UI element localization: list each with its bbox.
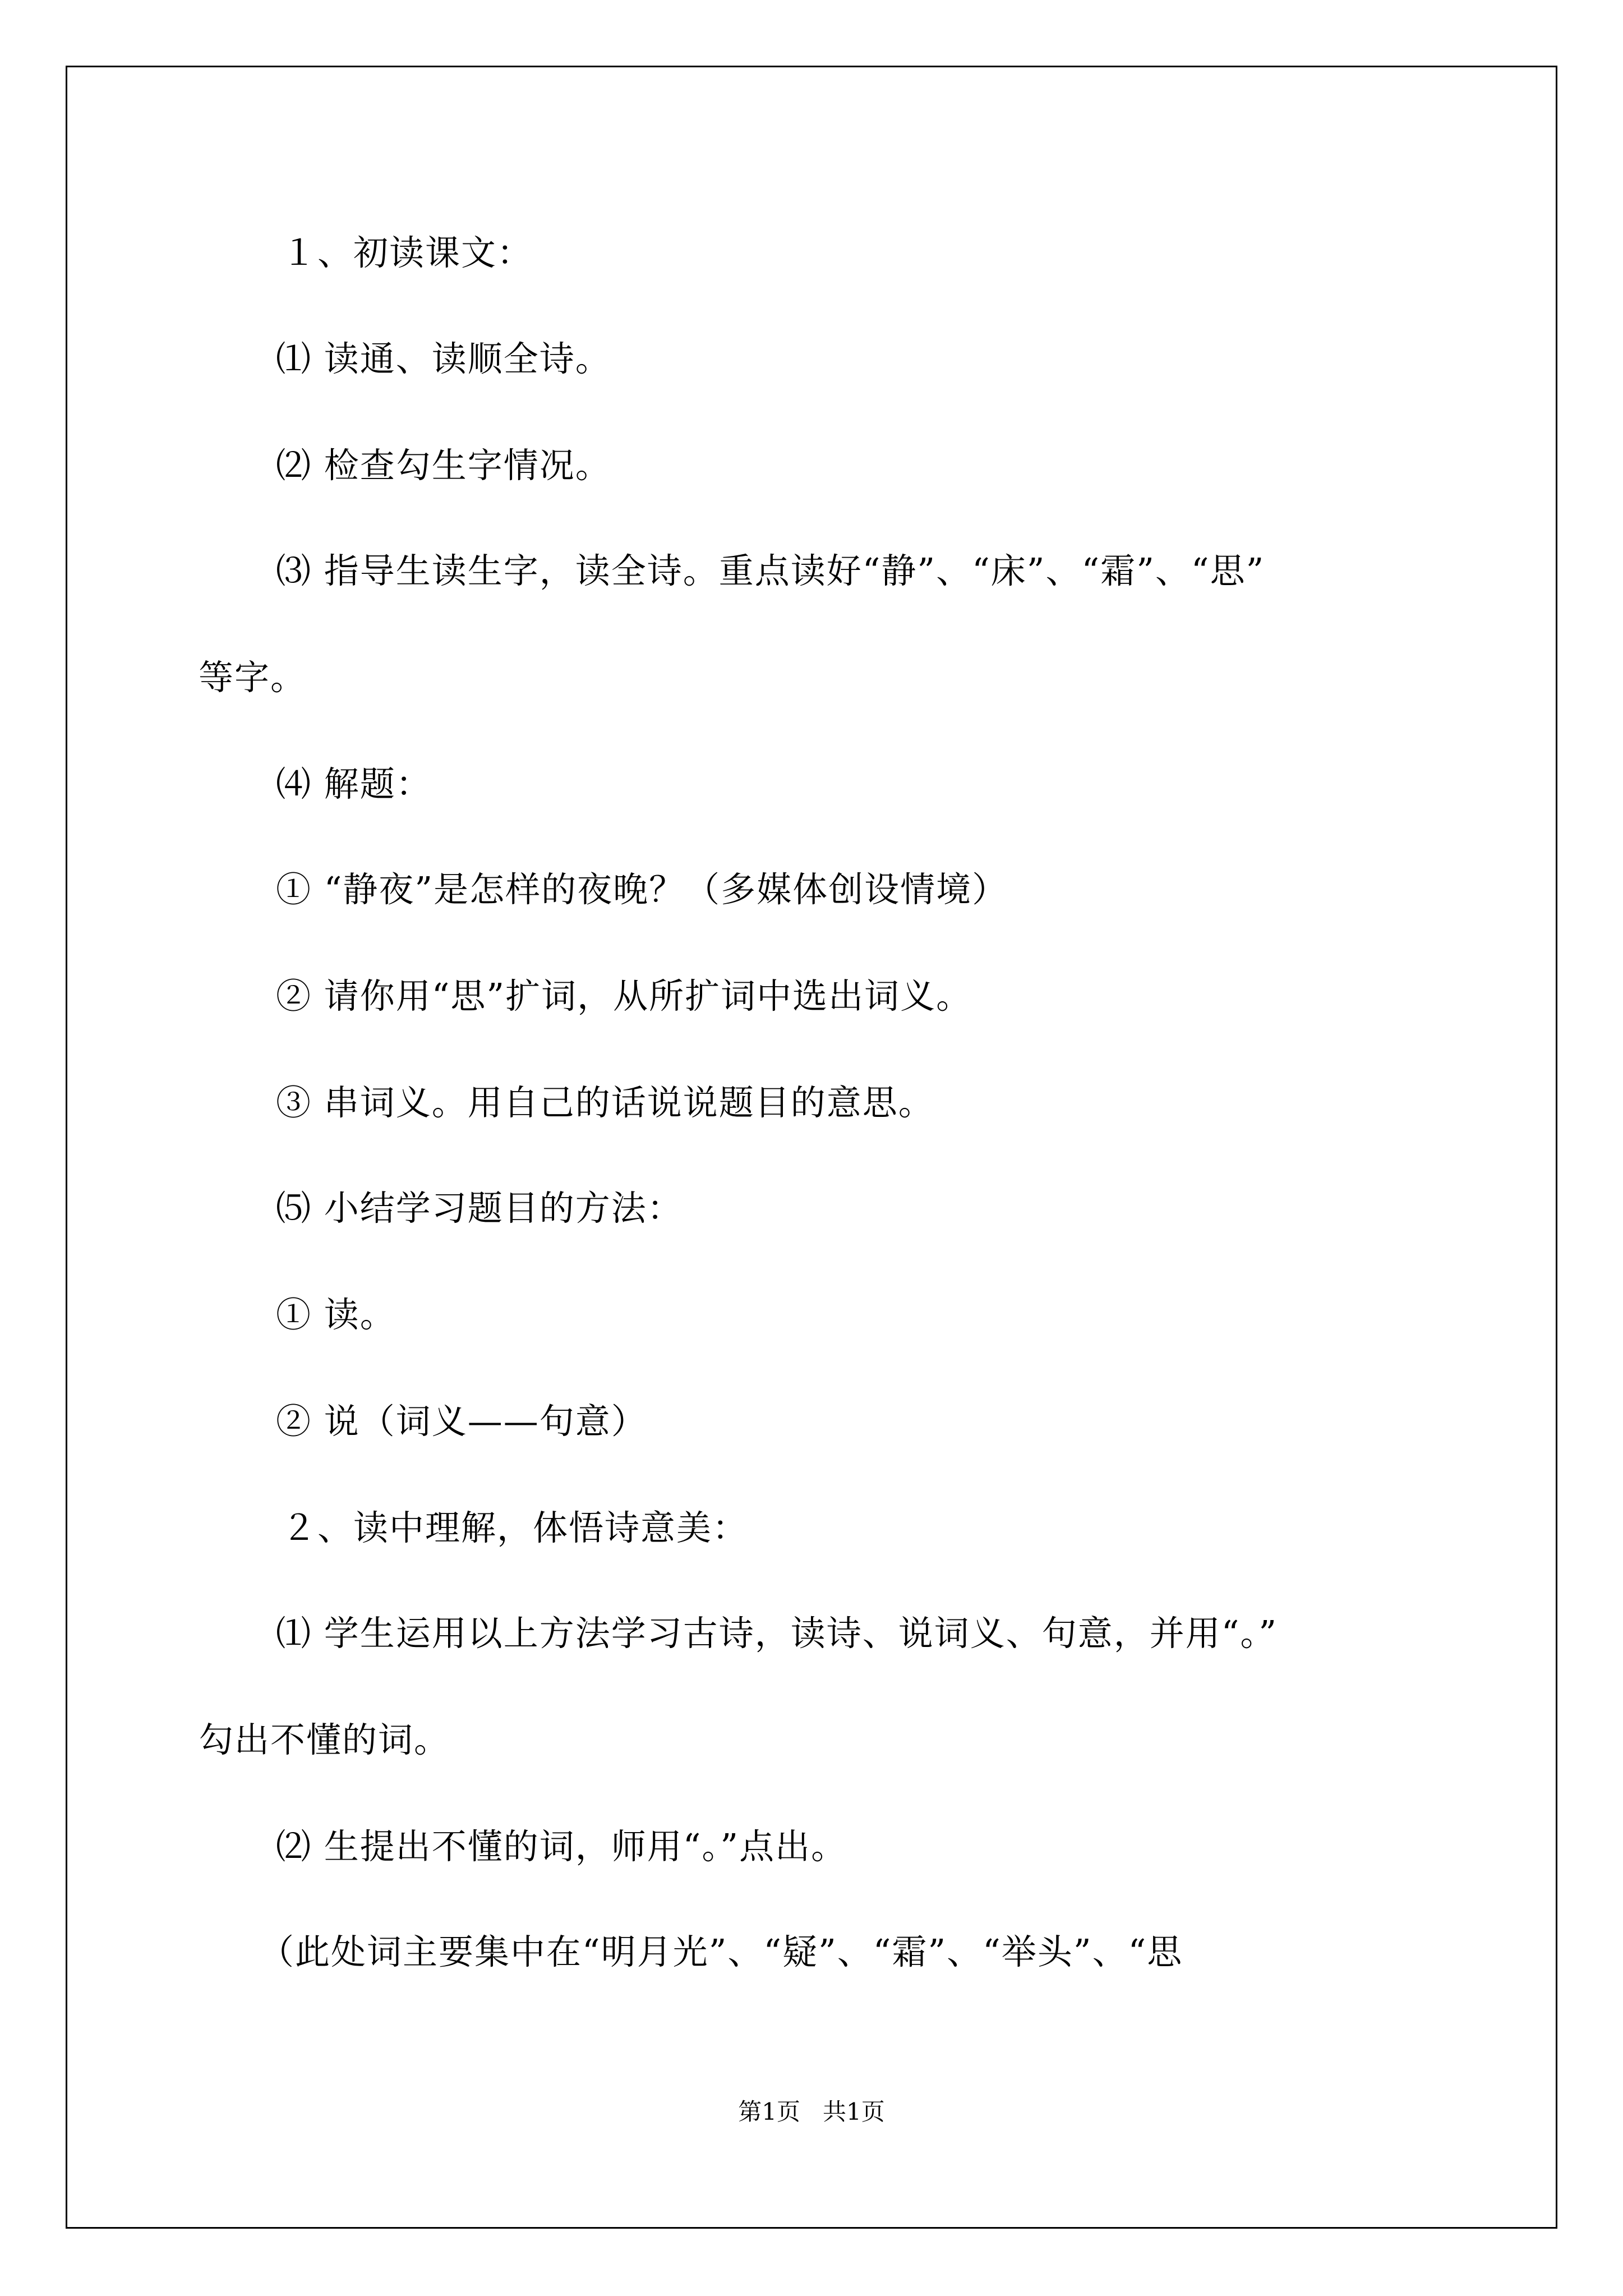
page-footer: 第1页 共1页 [738, 2098, 885, 2125]
text-line-8: ② 请你用“思”扩词，从所扩词中选出词义。 [276, 976, 972, 1016]
section-heading-1: １、初读课文： [282, 232, 533, 273]
text-line-3: ⑵ 检查勾生字情况。 [276, 445, 611, 486]
text-line-7: ① “静夜”是怎样的夜晚？（多媒体创设情境） [276, 869, 1008, 910]
text-line-11: ① 读。 [276, 1294, 396, 1335]
text-line-10: ⑸ 小结学习题目的方法： [276, 1188, 683, 1228]
text-line-6: ⑷ 解题： [276, 763, 432, 804]
text-line-14: ⑴ 学生运用以上方法学习古诗，读诗、说词义、句意，并用“。” [276, 1613, 1278, 1654]
text-line-16: ⑵ 生提出不懂的词，师用“。”点出。 [276, 1826, 847, 1867]
text-line-5: 等字。 [199, 657, 307, 698]
page-border [66, 66, 1557, 2229]
text-line-9: ③ 串词义。用自己的话说说题目的意思。 [276, 1082, 934, 1123]
text-line-12: ② 说（词义——句意） [276, 1401, 647, 1442]
text-line-4: ⑶ 指导生读生字，读全诗。重点读好“静”、“床”、“霜”、“思” [276, 550, 1265, 591]
section-heading-2: ２、读中理解，体悟诗意美： [282, 1507, 749, 1548]
text-line-15: 勾出不懂的词。 [199, 1719, 450, 1760]
text-line-17: （此处词主要集中在“明月光”、“疑”、“霜”、“举头”、“思 [259, 1931, 1183, 1972]
text-line-2: ⑴ 读通、读顺全诗。 [276, 338, 611, 379]
